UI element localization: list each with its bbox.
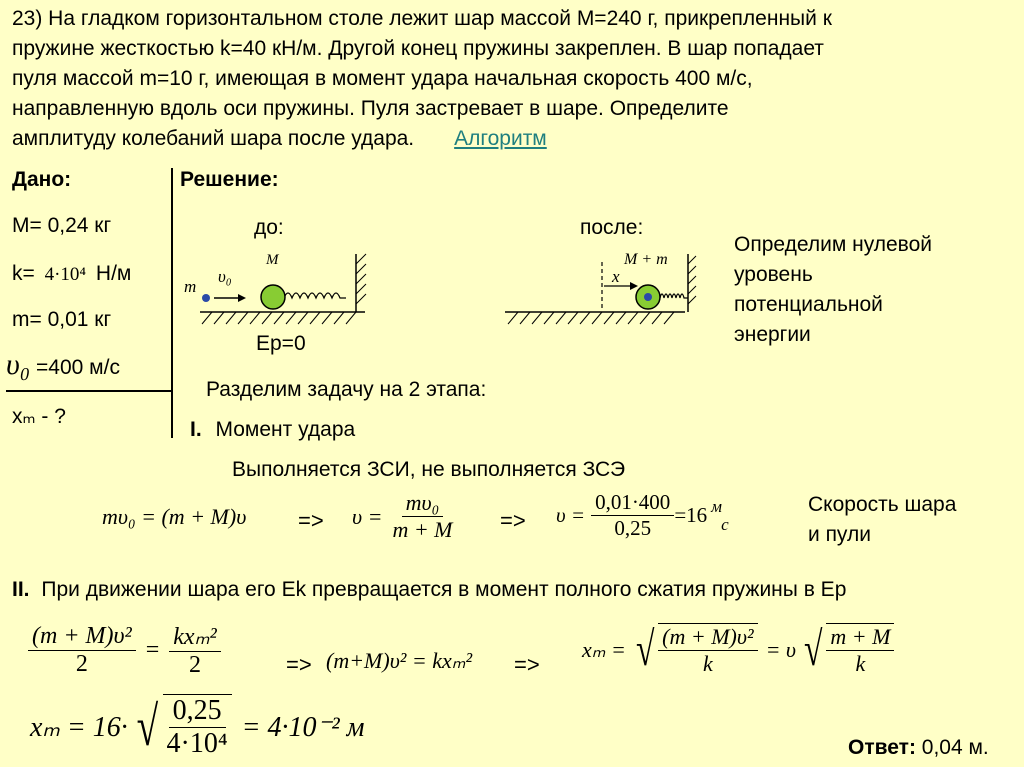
formula-result	[30, 694, 365, 760]
speed-note-line-1: Скорость шара	[808, 493, 957, 516]
answer	[848, 736, 989, 760]
given-k-prefix: k=	[12, 262, 35, 285]
after-mass-label: M + m	[624, 251, 668, 268]
x-arrow-head	[630, 282, 638, 290]
given-divider-horizontal	[6, 390, 172, 392]
unit-s: с	[721, 514, 729, 534]
energy-lhs-den: 2	[75, 651, 88, 677]
formula-momentum: mυ₀ = (m + M)υ	[102, 504, 247, 529]
answer-label: Ответ:	[848, 736, 916, 759]
amplitude-lhs: xₘ =	[582, 636, 626, 662]
formula-numeric-den: 0,25	[614, 516, 652, 540]
zero-level-line-2: уровень	[734, 263, 813, 286]
stages-intro: Разделим задачу на 2 этапа:	[206, 378, 487, 401]
zero-level-line-1: Определим нулевой	[734, 233, 932, 256]
spring-after-compressed	[660, 294, 688, 298]
zero-level-line-4: энергии	[734, 323, 811, 346]
amplitude-mid: = υ	[765, 636, 797, 662]
implies-arrow-2: =>	[500, 508, 526, 533]
formula-energy-simplified: (m+M)υ² = kxₘ²	[326, 648, 473, 673]
implies-arrow-3: =>	[286, 652, 312, 677]
wall-hatch-before	[356, 254, 366, 304]
diagram-before	[180, 240, 380, 330]
formula-energy	[28, 622, 221, 679]
given-title: Дано:	[12, 168, 72, 191]
diagram-after	[500, 240, 700, 330]
result-lhs: xₘ = 16·	[30, 712, 128, 743]
amplitude-den: k	[702, 650, 713, 676]
stage2-number: II.	[12, 578, 30, 601]
problem-statement	[12, 4, 1012, 154]
formula-numeric-lhs: υ =	[556, 503, 586, 527]
energy-equals: =	[145, 637, 160, 663]
energy-rhs-num: kxₘ²	[169, 622, 220, 652]
after-label: после:	[580, 216, 644, 239]
amplitude-den-2: k	[855, 650, 866, 676]
amplitude-num-2: m + M	[826, 624, 894, 651]
answer-value: 0,04 м.	[921, 736, 989, 759]
implies-arrow-1: =>	[298, 508, 324, 533]
bullet-before	[202, 294, 210, 302]
given-v0-value: =400 м/с	[36, 356, 120, 379]
amplitude-num: (m + M)υ²	[658, 624, 757, 651]
stage1-title: Момент удара	[215, 418, 356, 441]
unit-m: м	[711, 496, 723, 516]
zero-level-line-3: потенциальной	[734, 293, 883, 316]
given-k-unit: Н/м	[95, 262, 132, 285]
zero-level-note	[734, 230, 932, 350]
speed-note-line-2: и пули	[808, 523, 871, 546]
energy-rhs-den: 2	[188, 652, 201, 678]
stage1-law: Выполняется ЗСИ, не выполняется ЗСЭ	[232, 458, 626, 481]
table-hatch-before	[202, 312, 356, 324]
given-M: M= 0,24 кг	[12, 214, 112, 237]
formula-numeric-result: =16	[674, 503, 708, 527]
given-find: xₘ - ?	[12, 405, 66, 428]
ball-before	[261, 285, 285, 309]
problem-line-4: направленную вдоль оси пружины. Пуля застревает в шаре. Определите	[12, 97, 729, 120]
formula-velocity-lhs: υ =	[352, 503, 383, 529]
given-v0	[6, 348, 120, 382]
sqrt-sign-1: √	[635, 623, 655, 676]
formula-velocity-num: mυ₀	[402, 490, 444, 517]
stage2-text: При движении шара его Ek превращается в момент полного сжатия пружины в Ep	[41, 578, 847, 601]
implies-arrow-4: =>	[514, 652, 540, 677]
wall-hatch-after	[688, 256, 696, 304]
stage1-number: I.	[190, 418, 202, 441]
problem-line-2: пружине жесткостью k=40 кН/м. Другой конец пружины закреплен. В шар попадает	[12, 37, 824, 60]
stage1-heading	[190, 418, 355, 442]
formula-velocity	[352, 490, 457, 543]
given-k	[12, 262, 131, 286]
result-num: 0,25	[169, 695, 226, 728]
ep-zero: Ep=0	[256, 332, 306, 355]
ball-label: M	[266, 252, 279, 268]
bullet-label: m	[184, 277, 197, 296]
bullet-in-ball	[644, 293, 652, 301]
given-m: m= 0,01 кг	[12, 308, 112, 331]
given-v0-symbol: υ₀	[6, 348, 31, 381]
given-k-value: 4·10⁴	[44, 264, 87, 285]
velocity-arrow-head	[238, 294, 246, 302]
algorithm-link[interactable]: Алгоритм	[454, 127, 547, 150]
stage2-heading	[12, 578, 846, 602]
energy-lhs-num: (m + M)υ²	[28, 623, 136, 651]
before-label: до:	[254, 216, 284, 239]
table-hatch-after	[508, 312, 674, 324]
formula-velocity-den: m + M	[392, 517, 453, 542]
problem-line-1: 23) На гладком горизонтальном столе лежит шар массой М=240 г, прикрепленный к	[12, 7, 832, 30]
sqrt-sign-3: √	[136, 696, 158, 758]
result-den: 4·10⁴	[166, 728, 228, 759]
problem-line-5	[12, 124, 1012, 154]
formula-numeric-num: 0,01·400	[591, 490, 674, 516]
problem-line-3: пуля массой m=10 г, имеющая в момент удара начальная скорость 400 м/с,	[12, 67, 753, 90]
speed-note	[808, 490, 956, 550]
formula-velocity-numeric	[556, 490, 729, 541]
formula-amplitude	[582, 622, 894, 677]
solution-title: Решение:	[180, 168, 279, 191]
sqrt-sign-2: √	[803, 623, 823, 676]
v0-label: υ₀	[218, 267, 232, 286]
result-rhs: = 4·10⁻² м	[241, 712, 365, 743]
x-label: x	[612, 267, 620, 286]
spring-before	[284, 293, 346, 298]
given-divider-vertical	[171, 168, 173, 438]
problem-line-5-text: амплитуду колебаний шара после удара.	[12, 127, 415, 150]
